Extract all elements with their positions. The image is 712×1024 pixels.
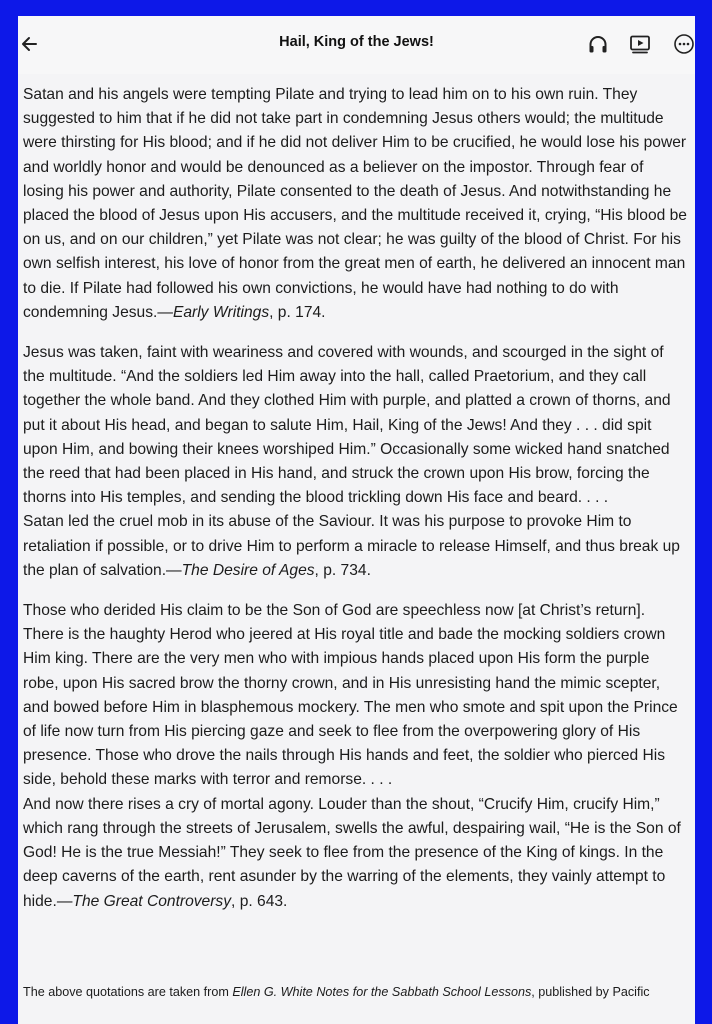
source-page: , p. 174.: [269, 303, 326, 321]
quote-paragraph: [23, 341, 687, 583]
source-page: , p. 643.: [231, 892, 288, 910]
more-options-icon: [672, 32, 695, 56]
paragraph-text: Satan led the cruel mob in its abuse of the Saviour. It was his purpose to provoke Him to retaliation if possible, or to drive Him to perform a miracle to release Himself, and thus break up the plan of salvation.—The Desire of Ages, p. 734.: [23, 513, 680, 579]
source-title: The Desire of Ages: [181, 561, 315, 579]
headphones-icon: [586, 32, 610, 56]
quote-paragraph: [23, 599, 687, 914]
reading-content: [23, 83, 687, 930]
footer-note: The above quotations are taken from Ellen G. White Notes for the Sabbath School Lessons, published by Pacific: [23, 985, 650, 999]
source-page: , p. 734.: [314, 561, 371, 579]
paragraph-text: And now there rises a cry of mortal agony. Louder than the shout, “Crucify Him, crucify Him,” which rang through the streets of Jerusalem, swells the awful, despairing wail, “He is the Son of God! He is the true Messiah!” They seek to flee from the presence of the King of kings. In the deep caverns of the earth, rent asunder by the warring of the elements, they vainly attempt to hide.—The Great Controversy, p. 643.: [23, 795, 681, 910]
paragraph-text: Satan and his angels were tempting Pilate and trying to lead him on to his own ruin. They suggested to him that if he did not take part in condemning Jesus others would; the multitude were thirsting for His blood; and if he did not deliver Him to be crucified, he would lose his power and worldly honor and would be denounced as a believer on the impostor. Through fear of losing his power and authority, Pilate consented to the death of Jesus. And notwithstanding he placed the blood of Jesus upon His accusers, and the multitude received it, crying, “His blood be on us, and on our children,” yet Pilate was not clear; he was guilty of the blood of Christ. For his own selfish interest, his love of honor from the great men of earth, he delivered an innocent man to die. If Pilate had followed his own convictions, he would have had nothing to do with condemning Jesus.—Early Writings, p. 174.: [23, 86, 687, 321]
paragraph-text: Those who derided His claim to be the Son of God are speechless now [at Christ’s return]. There is the haughty Herod who jeered at His royal title and bade the mocking soldiers crown Him king. There are the very men who with impious hands placed upon His form the purple robe, upon His sacred brow the thorny crown, and in His unresisting hand the mimic scepter, and bowed before Him in blasphemous mockery. The men who smote and spit upon the Prince of life now turn from His piercing gaze and seek to flee from the overpowering glory of His presence. Those who drove the nails through His hands and feet, the soldier who pierced His side, behold these marks with terror and remorse. . . .: [23, 602, 678, 789]
source-title: The Great Controversy: [72, 892, 232, 910]
app-window: [18, 16, 695, 1024]
top-bar: [18, 16, 695, 74]
footer-book-title: Ellen G. White Notes for the Sabbath School Lessons: [232, 985, 532, 999]
page-title: Hail, King of the Jews!: [279, 34, 434, 50]
paragraph-text: Jesus was taken, faint with weariness and covered with wounds, and scourged in the sight of the multitude. “And the soldiers led Him away into the hall, called Praetorium, and they call together the whole band. And they clothed Him with purple, and platted a crown of thorns, and put it about His head, and began to salute Him, Hail, King of the Jews! And they . . . did spit upon Him, and bowing their knees worshiped Him.” Occasionally some wicked hand snatched the reed that had been placed in His hand, and struck the crown upon His brow, forcing the thorns into His temples, and sending the blood trickling down His face and beard. . . .: [23, 344, 671, 507]
quote-paragraph: [23, 83, 687, 325]
video-play-icon: [628, 32, 652, 56]
source-title: Early Writings: [172, 303, 270, 321]
audio-button[interactable]: [586, 32, 610, 56]
video-button[interactable]: [628, 32, 652, 56]
more-options-button[interactable]: [672, 32, 695, 56]
